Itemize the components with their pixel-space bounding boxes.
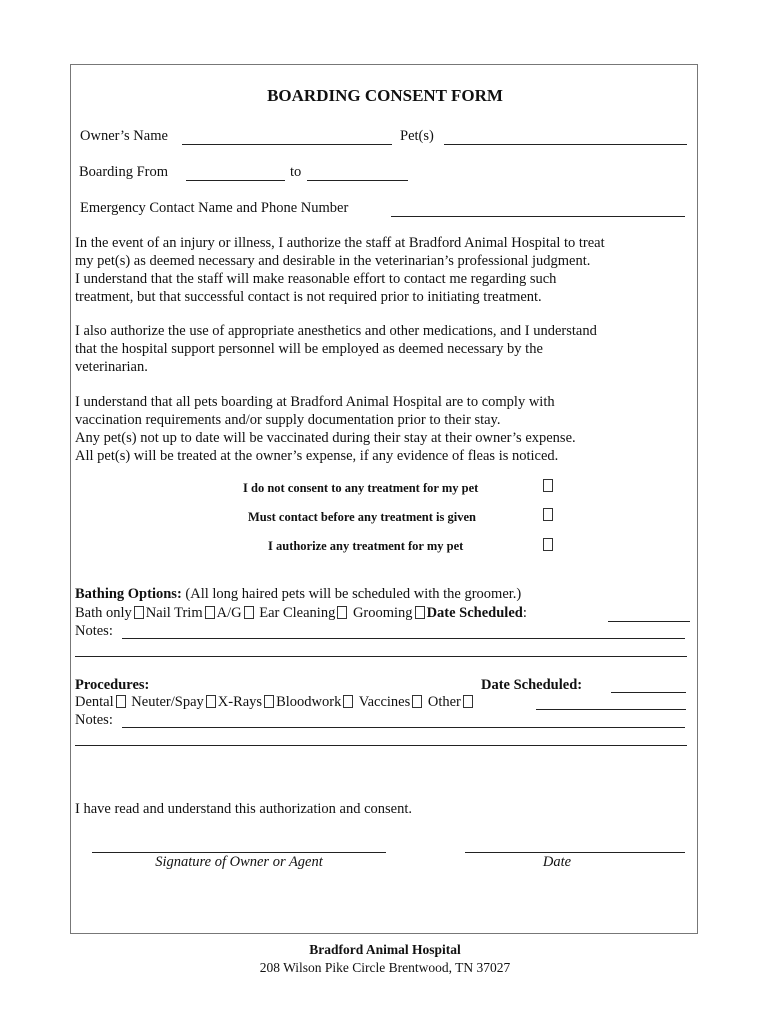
treatment-authorization-paragraph bbox=[75, 234, 695, 306]
signature-field[interactable] bbox=[92, 852, 386, 853]
acknowledgement-text: I have read and understand this authorization and consent. bbox=[75, 801, 413, 817]
paragraph-line: I also authorize the use of appropriate anesthetics and other medications, and I understand bbox=[75, 323, 597, 339]
paragraph-line: vaccination requirements and/or supply documentation prior to their stay. bbox=[75, 412, 501, 428]
grooming-label: Grooming bbox=[352, 605, 413, 621]
nail-trim-label: Nail Trim bbox=[145, 605, 203, 621]
emergency-contact-field[interactable] bbox=[391, 216, 685, 217]
must-contact-label: Must contact before any treatment is given bbox=[248, 510, 476, 524]
bloodwork-checkbox[interactable] bbox=[343, 695, 353, 708]
paragraph-line: In the event of an injury or illness, I authorize the staff at Bradford Animal Hospital to treat bbox=[75, 235, 605, 251]
bathing-date-label: Date Scheduled bbox=[426, 605, 523, 621]
paragraph-line: treatment, but that successful contact is not required prior to initiating treatment. bbox=[75, 289, 542, 305]
bathing-date-field[interactable] bbox=[608, 621, 690, 622]
paragraph-line: my pet(s) as deemed necessary and desirable in the veterinarian’s professional judgment. bbox=[75, 253, 591, 269]
grooming-checkbox[interactable] bbox=[415, 606, 425, 619]
bathing-options-row: Bath only Nail Trim A/G Ear Cleaning Grooming Date Scheduled: bbox=[75, 605, 527, 621]
ag-label: A/G bbox=[216, 605, 242, 621]
signature-label: Signature of Owner or Agent bbox=[155, 854, 323, 870]
procedures-notes-field-line2[interactable] bbox=[75, 745, 687, 746]
paragraph-line: that the hospital support personnel will be employed as deemed necessary by the bbox=[75, 341, 543, 357]
bathing-notes-field[interactable] bbox=[122, 638, 685, 639]
bloodwork-label: Bloodwork bbox=[276, 694, 342, 710]
no-consent-label: I do not consent to any treatment for my pet bbox=[243, 481, 479, 495]
bath-only-checkbox[interactable] bbox=[134, 606, 144, 619]
other-procedure-field[interactable] bbox=[536, 709, 686, 710]
nail-trim-checkbox[interactable] bbox=[205, 606, 215, 619]
neuter-spay-checkbox[interactable] bbox=[206, 695, 216, 708]
procedures-notes-field[interactable] bbox=[122, 727, 685, 728]
bathing-heading: Bathing Options: bbox=[75, 586, 182, 602]
anesthetics-paragraph bbox=[75, 322, 695, 376]
authorize-any-checkbox[interactable] bbox=[543, 538, 553, 551]
owner-name-field[interactable] bbox=[182, 144, 392, 145]
must-contact-checkbox[interactable] bbox=[543, 508, 553, 521]
ear-cleaning-label: Ear Cleaning bbox=[259, 605, 336, 621]
emergency-contact-label: Emergency Contact Name and Phone Number bbox=[80, 200, 349, 216]
bathing-notes-field-line2[interactable] bbox=[75, 656, 687, 657]
date-field[interactable] bbox=[465, 852, 685, 853]
bathing-heading-row bbox=[75, 586, 521, 603]
dental-checkbox[interactable] bbox=[116, 695, 126, 708]
procedures-heading: Procedures: bbox=[75, 677, 150, 693]
vaccines-checkbox[interactable] bbox=[412, 695, 422, 708]
vaccination-paragraph bbox=[75, 393, 695, 465]
paragraph-line: Any pet(s) not up to date will be vaccinated during their stay at their owner’s expense. bbox=[75, 430, 576, 446]
footer-address: 208 Wilson Pike Circle Brentwood, TN 37027 bbox=[259, 960, 511, 975]
footer-hospital-name: Bradford Animal Hospital bbox=[309, 942, 461, 957]
procedures-options-row bbox=[75, 694, 475, 711]
form-title: BOARDING CONSENT FORM bbox=[267, 86, 503, 105]
authorize-any-label: I authorize any treatment for my pet bbox=[268, 539, 464, 553]
paragraph-line: veterinarian. bbox=[75, 359, 148, 375]
x-rays-label: X-Rays bbox=[217, 694, 263, 710]
pets-field[interactable] bbox=[444, 144, 687, 145]
paragraph-line: I understand that all pets boarding at Bradford Animal Hospital are to comply with bbox=[75, 394, 555, 410]
date-label: Date bbox=[542, 854, 572, 870]
procedures-notes-label: Notes: bbox=[75, 712, 113, 728]
other-label: Other bbox=[427, 694, 461, 710]
boarding-from-label: Boarding From bbox=[79, 164, 169, 180]
bathing-notes-label: Notes: bbox=[75, 623, 113, 639]
other-checkbox[interactable] bbox=[463, 695, 473, 708]
boarding-to-label: to bbox=[290, 164, 302, 180]
owner-name-label: Owner’s Name bbox=[80, 128, 168, 144]
paragraph-line: All pet(s) will be treated at the owner’s expense, if any evidence of fleas is noticed. bbox=[75, 448, 559, 464]
boarding-from-field[interactable] bbox=[186, 180, 285, 181]
pets-label: Pet(s) bbox=[400, 128, 434, 144]
neuter-spay-label: Neuter/Spay bbox=[131, 694, 204, 710]
ear-cleaning-checkbox[interactable] bbox=[337, 606, 347, 619]
boarding-to-field[interactable] bbox=[307, 180, 408, 181]
no-consent-checkbox[interactable] bbox=[543, 479, 553, 492]
x-rays-checkbox[interactable] bbox=[264, 695, 274, 708]
vaccines-label: Vaccines bbox=[358, 694, 411, 710]
ag-checkbox[interactable] bbox=[244, 606, 254, 619]
procedures-date-label: Date Scheduled: bbox=[481, 677, 583, 693]
dental-label: Dental bbox=[75, 694, 114, 710]
bath-only-label: Bath only bbox=[75, 605, 132, 621]
paragraph-line: I understand that the staff will make reasonable effort to contact me regarding such bbox=[75, 271, 557, 287]
bathing-note: (All long haired pets will be scheduled with the groomer.) bbox=[185, 586, 522, 602]
procedures-date-field[interactable] bbox=[611, 692, 686, 693]
